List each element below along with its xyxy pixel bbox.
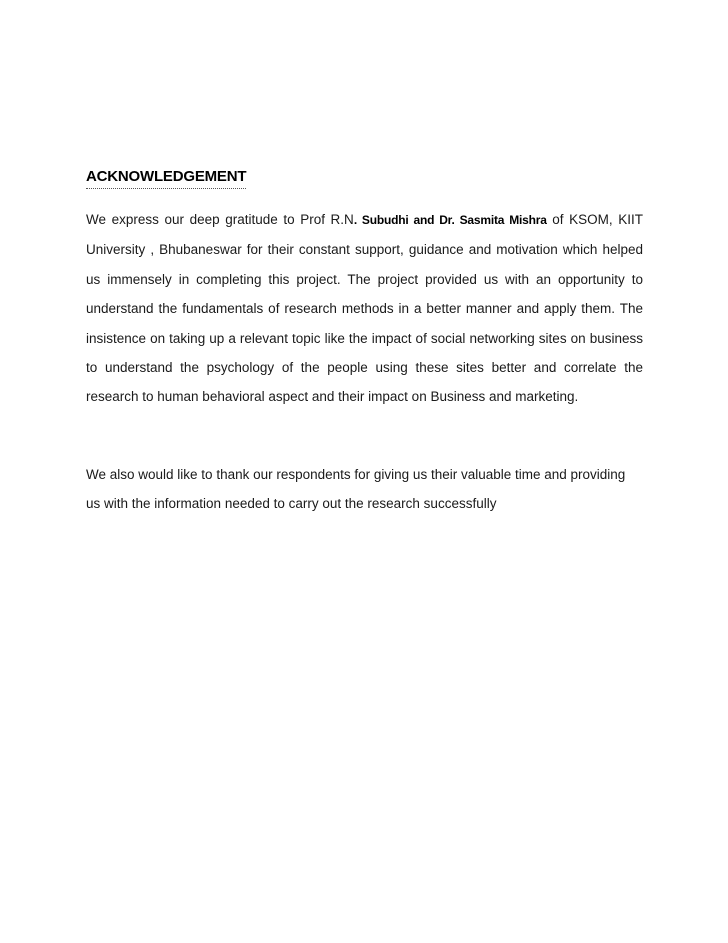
professor-names: . Subudhi and Dr. Sasmita Mishra xyxy=(353,213,547,227)
respondents-paragraph: We also would like to thank our respondents for giving us their valuable time and providing us with the information needed to carry out the research successfully xyxy=(86,466,626,512)
section-heading: ACKNOWLEDGEMENT xyxy=(86,168,246,189)
paragraph-lead-text: We express our deep gratitude to Prof R.N xyxy=(86,212,354,227)
acknowledgement-section xyxy=(86,168,643,519)
paragraph-body-text: of KSOM, KIIT University , Bhubaneswar for their constant support, guidance and motivation which helped us immensely in completing this project. The project provided us with an opportunity to understand the fundamentals of research methods in a better manner and apply them. The insistence on taking up a relevant topic like the impact of social networking sites on business to understand the psychology of the people using these sites better and correlate the research to human behavioral aspect and their impact on Business and marketing. xyxy=(86,212,643,405)
gratitude-paragraph xyxy=(86,205,643,412)
